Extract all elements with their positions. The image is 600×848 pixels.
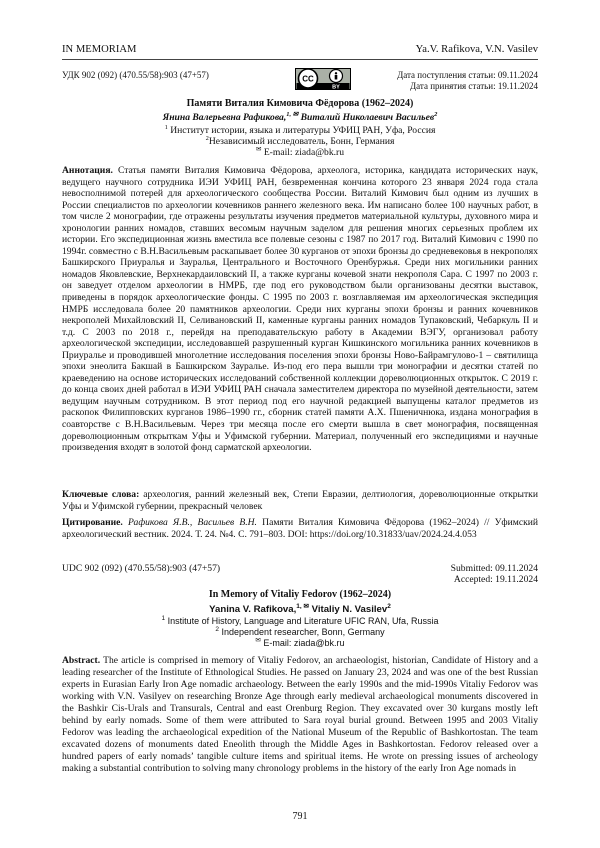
ru-citation-label: Цитирование. — [62, 517, 123, 528]
en-abstract — [62, 655, 538, 775]
en-udc: UDC 902 (092) (470.55/58):903 (47+57) — [62, 563, 221, 574]
ru-affil-2: Независимый исследователь, Бонн, Германия — [208, 136, 395, 147]
ru-affil-2-sup: 2 — [205, 134, 209, 142]
ru-dates — [397, 70, 538, 92]
en-affiliations — [62, 616, 538, 649]
en-affil-2-sup: 2 — [215, 626, 219, 633]
ru-citation — [62, 517, 538, 540]
en-affil-1-sup: 1 — [161, 615, 166, 622]
ru-affiliations — [62, 125, 538, 158]
en-affil-2: Independent researcher, Bonn, Germany — [221, 627, 385, 637]
ru-citation-authors: Рафикова Я.В., Васильев В.Н. — [128, 517, 257, 528]
en-email: E-mail: ziada@bk.ru — [263, 638, 345, 648]
en-authors — [62, 604, 538, 615]
en-email-sup: ✉ — [255, 637, 261, 644]
section-title: IN MEMORIAM — [62, 44, 137, 55]
en-affil-1: Institute of History, Language and Literature UFIC RAN, Ufa, Russia — [167, 616, 439, 626]
ru-keywords-label: Ключевые слова: — [62, 489, 140, 500]
en-author-1-sup: 1, ✉ — [296, 602, 309, 610]
en-author-2-sup: 2 — [387, 602, 391, 610]
ru-email: E-mail: ziada@bk.ru — [263, 147, 345, 158]
cc-by-license-icon — [295, 68, 351, 90]
en-abstract-text: The article is comprised in memory of Vitaliy Fedorov, an archaeologist, historian, Candidate of History and a leading researcher of the Institute of Ethnological Studies. He passed on January 23, 2024 and was one of the best Russian experts in Eurasian Early Iron Age nomadic archaeology. Between the early 1990s and the mid-1990s Vitaliy Fedorov was working with V.N. Vasilyev on researching Bronze Age through early medieval archaeological monuments discovered in the Bashkir Cis-Urals and Transurals, Central and east Orenburg Region. They excavated over 30 kurgans mostly left behind by early nomads. Some of them were attributed to Sara royal burial ground. Between 1995 and 2003 Vitaliy Fedorov was leading the archaeological expedition of the National Museum of the Republic of Bashkortostan. The team excavated dozens of monuments dated Eneolith through the Middle Ages in Bashkortostan. Fedorov released over a hundred papers of early nomads’ tangible culture items and spiritual items. He wrote on pressing issues of archeology making a substantial contribution to solving many chronology problems in the history of the early Iron Age nomads in — [62, 655, 538, 774]
ru-keywords — [62, 489, 538, 512]
ru-email-sup: ✉ — [255, 145, 262, 153]
ru-abstract — [62, 165, 538, 454]
running-authors: Ya.V. Rafikova, V.N. Vasilev — [415, 44, 538, 55]
ru-author-2: Виталий Николаевич Васильев — [300, 112, 435, 123]
ru-author-1-sup: 1, ✉ — [286, 110, 299, 118]
by-mark: BY — [332, 84, 340, 90]
ru-udc: УДК 902 (092) (470.55/58):903 (47+57) — [62, 70, 209, 80]
header-rule — [62, 59, 538, 60]
en-abstract-label: Abstract. — [62, 655, 101, 666]
ru-author-1: Янина Валерьевна Рафикова, — [162, 112, 287, 123]
ru-affil-1-sup: 1 — [164, 123, 168, 131]
ru-abstract-text: Статья памяти Виталия Кимовича Фёдорова, археолога, историка, кандидата исторических наук, ведущего научного сотрудника ИЭИ УФИЦ РАН, безвременная кончина которого 23 января 2024 года стала невосполнимой потерей для археологического сообщества России. Виталий Кимович был одним из лучших в России специалистов по археологии кочевников раннего железного века. Им написано более 100 научных работ, в том числе 2 монографии, где отражены результаты изучения предметов материальной культуры, духовного мира и хронологии ранних номадов, ставших весомым научным заделом для решения многих серьезных проблем их истории. Его экспедиционная жизнь вместила все полевые сезоны с 1987 по 2017 год. Виталий Кимович с 1990 по 1994г. совместно с В.Н.Васильевым раскапывает более 30 курганов от эпохи бронзы до средневековья в некрополях Башкирского Приуралья и Зауралья, Центрального и Восточного Оренбуржья. Среди них могильники ранних номадов Яковлевские, Верхнекардаиловский II, а также курганы кочевой знати некрополя Сара. С 1997 по 2003 г. он заведует отделом археологии в НМРБ, где под его руководством были организованы десятки выставок, приведены в порядок археологические фонды. С 1995 по 2003 г. возглавляемая им археологическая экспедиция НМРБ исследовала более 20 памятников археологии. Среди них курганы эпохи бронзы и ранних кочевников некрополей Михайловский II, Селивановский II, каменные курганы ранних номадов Тупаковский, Чебаркуль II и т.д. С 2003 по 2018 г., перейдя на преподавательскую работу в Академии ВЭГУ, организовал работу археологической экспедиции, исследовавшей разрушенный курган Кишкинского могильника ранних кочевников в Приуралье и проводившей многолетние исследования поселения эпохи бронзы Ново-Байрамгулово-1 – святилища эпохи энеолита Бакшай в Башкирском Зауралье. Из-под его пера вышли три монографии и десятки статей по краеведению на основе исторических исследований собственной коллекции дореволюционных открыток. С 2019 г. до конца своих дней работал в ИЭИ УФИЦ РАН сначала заместителем директора по музейной деятельности, затем ведущим научным сотрудником. В этот период под его научной редакцией выпущены каталог предметов из раскопок Филипповских курганов 1986–1990 гг., сборник статей памяти А.Х. Пшеничнюка, издана монография в соавторстве с В.Н.Васильевым. Через три месяца после его смерти вышла в свет монография, посвященная дореволюционным открыткам Уфы и Уфимской губернии. Материал, полученный его экспедициями и научные произведения входят в золотой фонд сарматской археологии. — [62, 165, 539, 454]
ru-meta-row — [62, 68, 538, 92]
cc-mark: CC — [302, 74, 314, 84]
en-accepted-date: Accepted: 19.11.2024 — [453, 574, 538, 585]
ru-article-title: Памяти Виталия Кимовича Фёдорова (1962–2024) — [186, 98, 414, 109]
ru-accepted-date: Дата принятия статьи: 19.11.2024 — [410, 81, 538, 91]
running-header — [62, 44, 538, 57]
ru-author-2-sup: 2 — [434, 110, 438, 118]
en-article-title: In Memory of Vitaliy Fedorov (1962–2024) — [208, 589, 392, 600]
en-submitted-date: Submitted: 09.11.2024 — [450, 563, 538, 574]
ru-citation-text: Памяти Виталия Кимовича Фёдорова (1962–2024) // Уфимский археологический вестник. 2024. Т. 24. №4. С. 791–803. DOI: https://doi.org/10.31833/uav/2024.24.4.053 — [62, 517, 539, 540]
en-author-1: Yanina V. Rafikova, — [209, 604, 297, 615]
en-dates — [451, 563, 538, 585]
page-number: 791 — [292, 811, 308, 822]
en-author-2: Vitaliy N. Vasilev — [311, 604, 388, 615]
ru-authors — [62, 112, 538, 123]
ru-received-date: Дата поступления статьи: 09.11.2024 — [397, 70, 538, 80]
en-meta-row — [62, 563, 538, 587]
ru-abstract-label: Аннотация. — [62, 165, 113, 176]
ru-affil-1: Институт истории, языка и литературы УФИЦ РАН, Уфа, Россия — [170, 125, 436, 136]
ru-keywords-text: археология, ранний железный век, Степи Евразии, делтиология, дореволюционные открытки Уфы и Уфимской губернии, прекрасный человек — [62, 489, 538, 512]
